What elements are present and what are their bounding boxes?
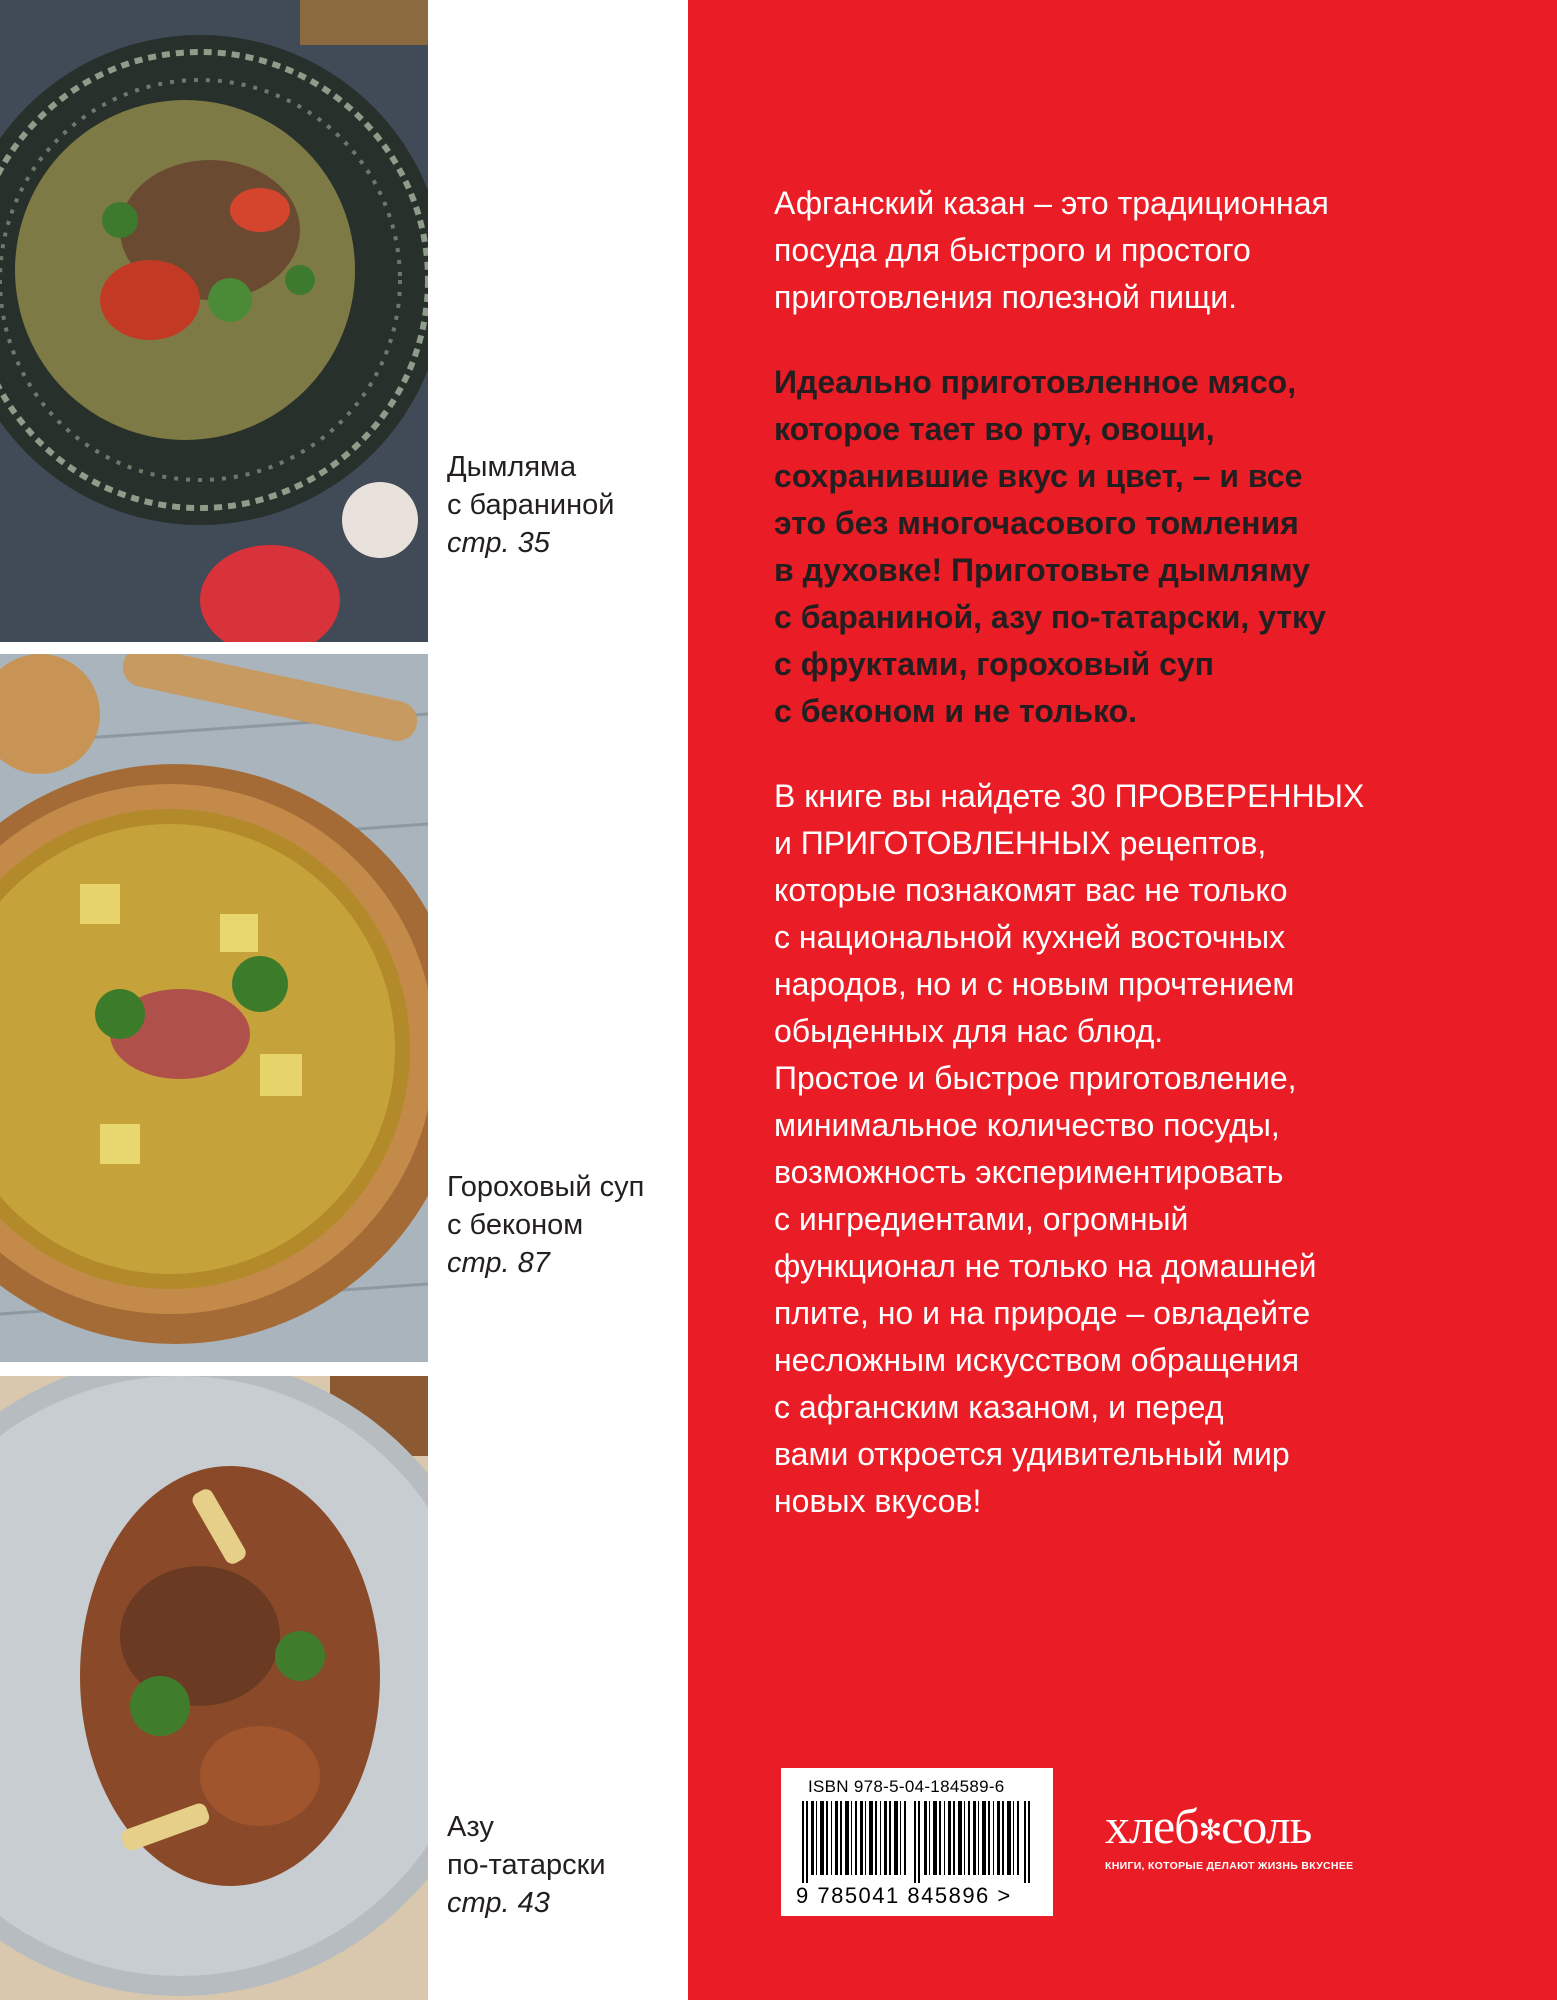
- caption-title: Азу: [447, 1811, 494, 1843]
- barcode-icon: [802, 1801, 1034, 1883]
- caption-dymlyama: [447, 448, 667, 562]
- blurb-highlight: Идеально приготовленное мясо, которое тает во рту, овощи, сохранившие вкус и цвет, – и все это без многочасового томления в духовке! Приготовьте дымляму с бараниной, азу по-татарски, утку с фруктами, гороховый суп с беконом и не только.: [774, 364, 1326, 729]
- snowflake-star-icon: ✻: [1198, 1815, 1222, 1847]
- blurb-body: В книге вы найдете 30 ПРОВЕРЕННЫХ и ПРИГОТОВЛЕННЫХ рецептов, которые познакомят вас не только с национальной кухней восточных народов, но и с новым прочтением обыденных для нас блюд. Простое и быстрое приготовление, минимальное количество посуды, возможность экспериментировать с ингредиентами, огромный функционал не только на домашней плите, но и на природе – овладейте несложным искусством обращения с афганским казаном, и перед вами откроется удивительный мир новых вкусов!: [774, 778, 1365, 1519]
- caption-page: стр. 87: [447, 1247, 550, 1279]
- blurb-intro: Афганский казан – это традиционная посуда для быстрого и простого приготовления полезной пищи.: [774, 185, 1329, 315]
- publisher-logo: [1105, 1800, 1385, 1872]
- caption-subtitle: с беконом: [447, 1209, 584, 1241]
- caption-title: Дымляма: [447, 451, 577, 483]
- barcode-digits: 9 785041 845896 >: [796, 1883, 1012, 1908]
- caption-page: стр. 43: [447, 1887, 550, 1919]
- photo-azu: [0, 1376, 428, 2000]
- red-panel: [688, 0, 1557, 2000]
- caption-title: Гороховый суп: [447, 1171, 645, 1203]
- photo-dymlyama: [0, 0, 428, 642]
- barcode: [781, 1768, 1053, 1916]
- caption-azu: [447, 1808, 667, 1922]
- caption-pea-soup: [447, 1168, 667, 1282]
- publisher-name: хлеб✻соль: [1105, 1798, 1312, 1854]
- blurb: [774, 180, 1414, 1563]
- publisher-tagline: КНИГИ, КОТОРЫЕ ДЕЛАЮТ ЖИЗНЬ ВКУСНЕЕ: [1105, 1859, 1354, 1872]
- caption-page: стр. 35: [447, 527, 550, 559]
- photo-pea-soup: [0, 654, 428, 1362]
- caption-subtitle: по-татарски: [447, 1849, 606, 1881]
- caption-subtitle: с бараниной: [447, 489, 615, 521]
- isbn-label: ISBN 978-5-04-184589-6: [808, 1777, 1005, 1796]
- photo-column: [0, 0, 428, 2000]
